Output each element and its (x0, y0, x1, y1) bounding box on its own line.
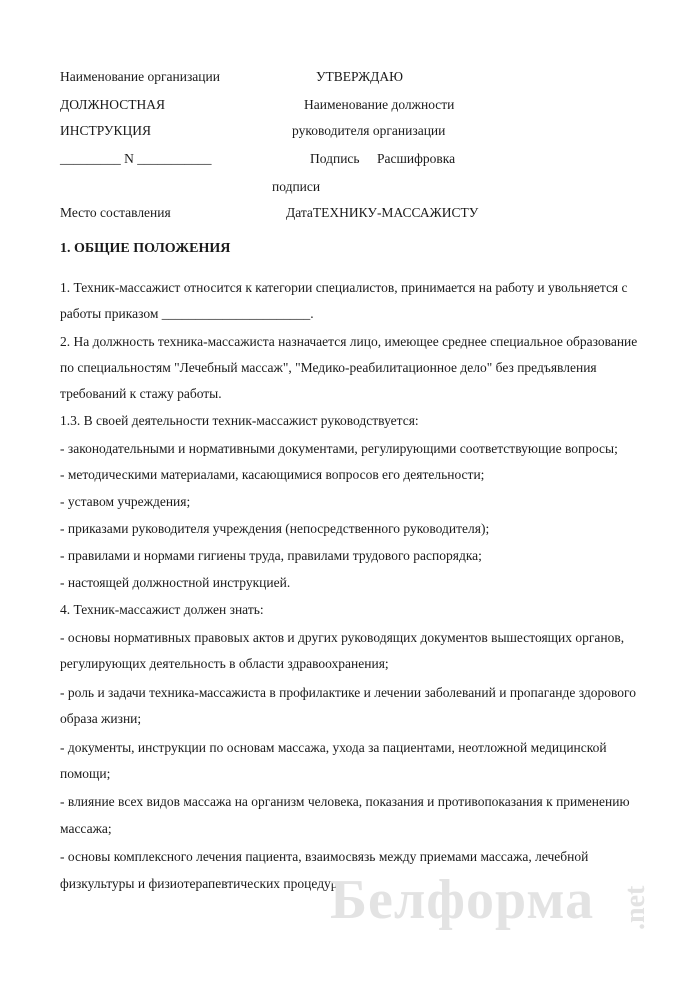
body-line: - правилами и нормами гигиены труда, правилами трудового распорядка; (60, 548, 482, 563)
watermark-logo: Белформа (330, 869, 595, 931)
body-line: - настоящей должностной инструкцией. (60, 575, 291, 590)
doc-number-line: _________ N ___________ (60, 151, 212, 166)
org-name-label: Наименование организации (60, 69, 220, 84)
body-line: - основы нормативных правовых актов и других руководящих документов вышестоящих органов, (60, 630, 625, 645)
watermark-suffix: .net (620, 885, 651, 930)
signature-label: Подпись (310, 151, 360, 166)
body-line: - основы комплексного лечения пациента, взаимосвязь между приемами массажа, лечебной (60, 849, 589, 864)
body-line: помощи; (60, 766, 111, 781)
place-label: Место составления (60, 205, 171, 220)
signature-note: подписи (272, 179, 321, 194)
decoding-label: Расшифровка (377, 151, 456, 166)
body-line: 1.3. В своей деятельности техник-массажист руководствуется: (60, 413, 419, 428)
head-of-org-label: руководителя организации (292, 123, 446, 138)
body-line: 4. Техник-массажист должен знать: (60, 602, 264, 617)
body-line: 2. На должность техника-массажиста назначается лицо, имеющее среднее специальное образование (60, 334, 638, 349)
body-line: 1. Техник-массажист относится к категории специалистов, принимается на работу и увольняется с (60, 280, 628, 295)
approve-label: УТВЕРЖДАЮ (316, 69, 404, 84)
body-line: - методическими материалами, касающимися вопросов его деятельности; (60, 467, 485, 482)
doc-type-line-1: ДОЛЖНОСТНАЯ (60, 97, 165, 112)
body-line: работы приказом ______________________. (60, 306, 314, 321)
date-title-label: ДатаТЕХНИКУ-МАССАЖИСТУ (286, 205, 479, 220)
body-line: по специальностям "Лечебный массаж", "Медико-реабилитационное дело" без предъявления (60, 360, 597, 375)
body-line: - роль и задачи техника-массажиста в профилактике и лечении заболеваний и пропаганде здорового (60, 685, 636, 700)
body-line: - приказами руководителя учреждения (непосредственного руководителя); (60, 521, 490, 536)
body-line: - законодательными и нормативными документами, регулирующими соответствующие вопросы; (60, 441, 618, 456)
body-line: - уставом учреждения; (60, 494, 191, 509)
position-name-label: Наименование должности (304, 97, 455, 112)
doc-type-line-2: ИНСТРУКЦИЯ (60, 123, 151, 138)
body-line: массажа; (60, 821, 112, 836)
body-line: - документы, инструкции по основам массажа, ухода за пациентами, неотложной медицинской (60, 740, 607, 755)
body-line: образа жизни; (60, 711, 142, 726)
body-line: регулирующих деятельность в области здравоохранения; (60, 656, 389, 671)
body-line: требований к стажу работы. (60, 386, 222, 401)
body-line: - влияние всех видов массажа на организм человека, показания и противопоказания к применению (60, 794, 630, 809)
body-line: физкультуры и физиотерапевтических процедур; (60, 876, 342, 891)
section-title: 1. ОБЩИЕ ПОЛОЖЕНИЯ (60, 241, 231, 256)
